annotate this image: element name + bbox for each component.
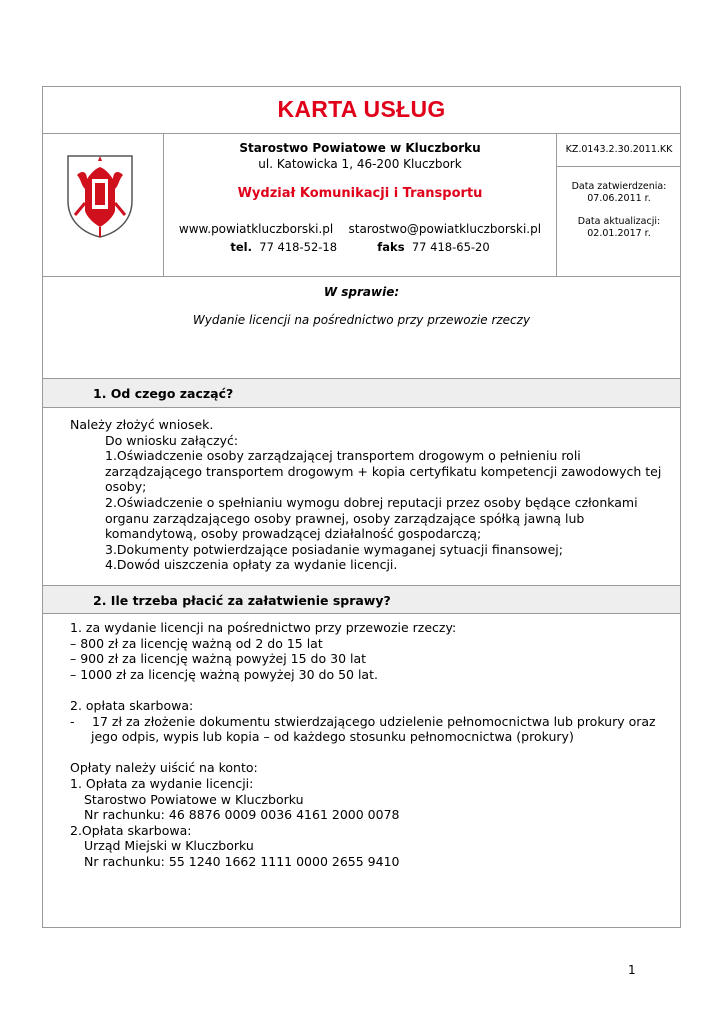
document-code: KZ.0143.2.30.2011.KK — [557, 134, 681, 167]
bullet-dash: - — [70, 713, 75, 729]
subject-label: W sprawie: — [323, 285, 400, 299]
account-1-name: Starostwo Powiatowe w Kluczborku — [84, 791, 304, 807]
header-row — [43, 134, 680, 277]
fee-1-item: – 800 zł za licencję ważną od 2 do 15 lat — [70, 635, 323, 651]
tel-number: 77 418-52-18 — [259, 240, 338, 254]
approved-date: 07.06.2011 r. — [587, 193, 651, 204]
section-2-title: 2. Ile trzeba płacić za załatwienie sprawy? — [93, 593, 391, 608]
website-link[interactable]: www.powiatkluczborski.pl — [178, 222, 334, 236]
updated-date: 02.01.2017 r. — [587, 228, 651, 239]
coat-of-arms-icon — [65, 153, 135, 239]
section-1-line: organu zarządzającego osoby prawnej, osoby zarządzające spółką jawną lub — [105, 510, 585, 526]
section-1-title: 1. Od czego zacząć? — [93, 386, 234, 401]
section-1-line: 1.Oświadczenie osoby zarządzającej transportem drogowym o pełnieniu roli — [105, 448, 581, 464]
email-link[interactable]: starostwo@powiatkluczborski.pl — [348, 222, 542, 236]
office-name: Starostwo Powiatowe w Kluczborku — [239, 141, 481, 155]
fee-1-item: – 1000 zł za licencję ważną powyżej 30 do 50 lat. — [70, 666, 378, 682]
section-1-line: 3.Dokumenty potwierdzające posiadanie wymaganej sytuacji finansowej; — [105, 541, 563, 557]
fee-1-item: – 900 zł za licencję ważną powyżej 15 do 30 lat — [70, 651, 367, 667]
updated-label: Data aktualizacji: — [577, 216, 661, 227]
fee-1-title: 1. za wydanie licencji na pośrednictwo przy przewozie rzeczy: — [70, 620, 457, 635]
fee-2-line: - 17 zł za złożenie dokumentu stwierdzającego udzielenie pełnomocnictwa lub prokury oraz — [70, 713, 656, 729]
section-1-line: Do wniosku załączyć: — [105, 432, 239, 448]
section-1-line: komandytową, osoby prowadzącej działalność gospodarczą; — [105, 526, 482, 542]
account-2-name: Urząd Miejski w Kluczborku — [84, 838, 254, 854]
contact-phone — [164, 240, 556, 254]
fee-2-line: jego odpis, wypis lub kopia – od każdego stosunku pełnomocnictwa (prokury) — [91, 729, 574, 745]
section-1-line: zarządzającego transportem drogowym + kopia certyfikatu kompetencji zawodowych tej — [105, 463, 662, 479]
section-1-line: 4.Dowód uiszczenia opłaty za wydanie licencji. — [105, 557, 398, 573]
office-address: ul. Katowicka 1, 46-200 Kluczbork — [258, 157, 462, 171]
subject-row — [43, 277, 680, 379]
approved-label: Data zatwierdzenia: — [571, 181, 667, 192]
fax-number: 77 418-65-20 — [411, 240, 490, 254]
service-card — [42, 86, 681, 928]
account-2-title: 2.Opłata skarbowa: — [70, 822, 192, 838]
logo-cell — [43, 134, 164, 276]
fee-2-title: 2. opłata skarbowa: — [70, 697, 194, 713]
office-details — [164, 134, 557, 276]
contact-web-email — [164, 222, 556, 236]
section-1-line: osoby; — [105, 479, 147, 495]
page-title: KARTA USŁUG — [277, 96, 446, 122]
document-meta — [557, 134, 681, 276]
subject-text: Wydanie licencji na pośrednictwo przy przewozie rzeczy — [192, 313, 531, 327]
account-1-title: 1. Opłata za wydanie licencji: — [70, 775, 254, 791]
account-2-number: Nr rachunku: 55 1240 1662 1111 0000 2655 9410 — [84, 853, 400, 869]
section-2-body — [70, 620, 656, 870]
account-1-number: Nr rachunku: 46 8876 0009 0036 4161 2000 0078 — [84, 807, 400, 823]
title-row — [43, 87, 680, 134]
section-1-line: Należy złożyć wniosek. — [70, 417, 214, 432]
tel-label: tel. — [230, 240, 252, 254]
account-intro: Opłaty należy uiścić na konto: — [70, 760, 258, 776]
section-2-heading — [43, 585, 680, 614]
fax-label: faks — [377, 240, 405, 254]
page-number: 1 — [628, 963, 636, 977]
department-name: Wydział Komunikacji i Transportu — [237, 186, 483, 201]
section-1-heading — [43, 379, 680, 408]
section-1-body — [70, 417, 661, 573]
section-1-line: 2.Oświadczenie o spełnianiu wymogu dobrej reputacji przez osoby będące członkami — [105, 494, 638, 510]
